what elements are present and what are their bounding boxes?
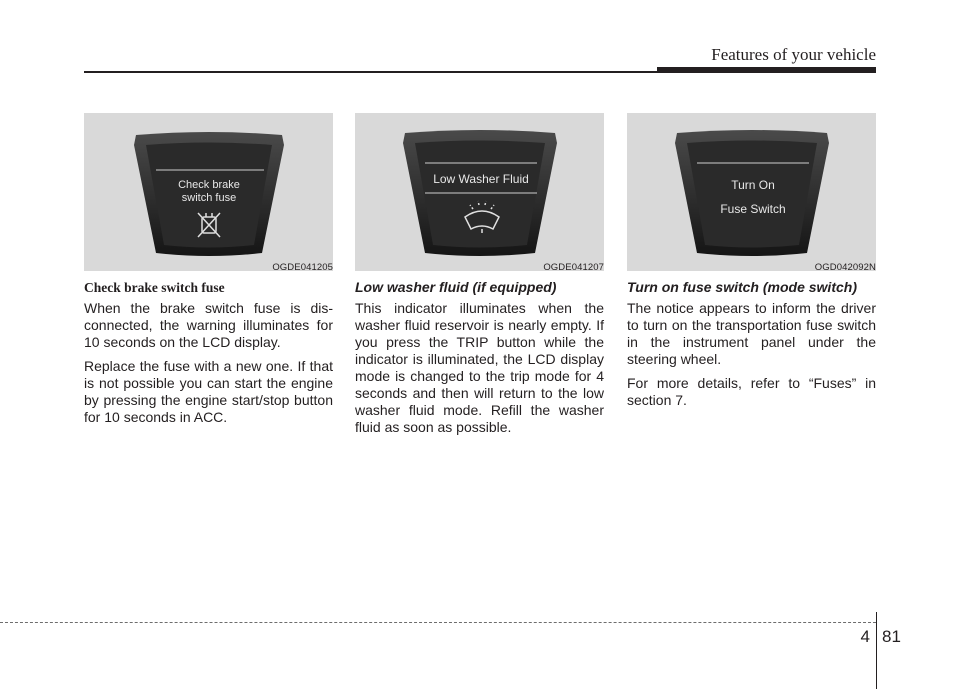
- lcd-panel-illustration: [355, 113, 604, 271]
- chapter-number: 4: [860, 627, 870, 646]
- body-paragraph: For more details, refer to “Fuses” in section 7.: [627, 375, 876, 408]
- body-paragraph: The notice appears to inform the driver to turn on the transportation fuse switch in the instrument panel under the steering wheel.: [627, 300, 876, 367]
- lcd-figure-fuse-switch: [627, 113, 876, 271]
- section-heading: Check brake switch fuse: [84, 280, 225, 295]
- lcd-line: switch fuse: [181, 192, 237, 204]
- page-number: 81: [882, 627, 901, 646]
- figure-code: OGD042092N: [814, 262, 876, 273]
- header-rule-accent: [657, 67, 876, 73]
- running-header: Features of your vehicle: [711, 45, 876, 64]
- figure-code: OGDE041205: [272, 262, 333, 273]
- section-low-washer: [355, 113, 604, 436]
- lcd-panel-illustration: [84, 113, 333, 271]
- section-check-brake: [84, 113, 333, 426]
- figure-code: OGDE041207: [543, 262, 604, 273]
- footer-rule: [0, 622, 876, 623]
- body-paragraph: This indicator illuminates when the washer fluid reservoir is nearly empty. If you press the TRIP button while the indicator is illuminated, the LCD display mode is changed to the trip mode for 4 seconds and then will return to the low washer fluid mode. Refill the washer fluid as soon as possible.: [355, 300, 604, 435]
- section-fuse-switch: [627, 113, 876, 409]
- lcd-figure-low-washer: [355, 113, 604, 271]
- lcd-line: Fuse Switch: [720, 202, 786, 216]
- lcd-line: Low Washer Fluid: [433, 172, 529, 186]
- footer-divider: [876, 612, 877, 689]
- lcd-line: Turn On: [731, 178, 775, 192]
- body-paragraph: When the brake switch fuse is dis-connected, the warning illuminates for 10 seconds on the LCD display.: [84, 300, 333, 350]
- section-heading: Turn on fuse switch (mode switch): [627, 279, 857, 295]
- lcd-line: Check brake: [178, 179, 240, 191]
- crossed-fuse-icon: [198, 213, 220, 237]
- lcd-panel-illustration: [627, 113, 876, 271]
- header-rule: [84, 71, 658, 73]
- section-heading: Low washer fluid (if equipped): [355, 279, 557, 295]
- body-paragraph: Replace the fuse with a new one. If that is not possible you can start the engine by pressing the engine start/stop button for 10 seconds in ACC.: [84, 358, 333, 425]
- lcd-figure-check-brake: [84, 113, 333, 271]
